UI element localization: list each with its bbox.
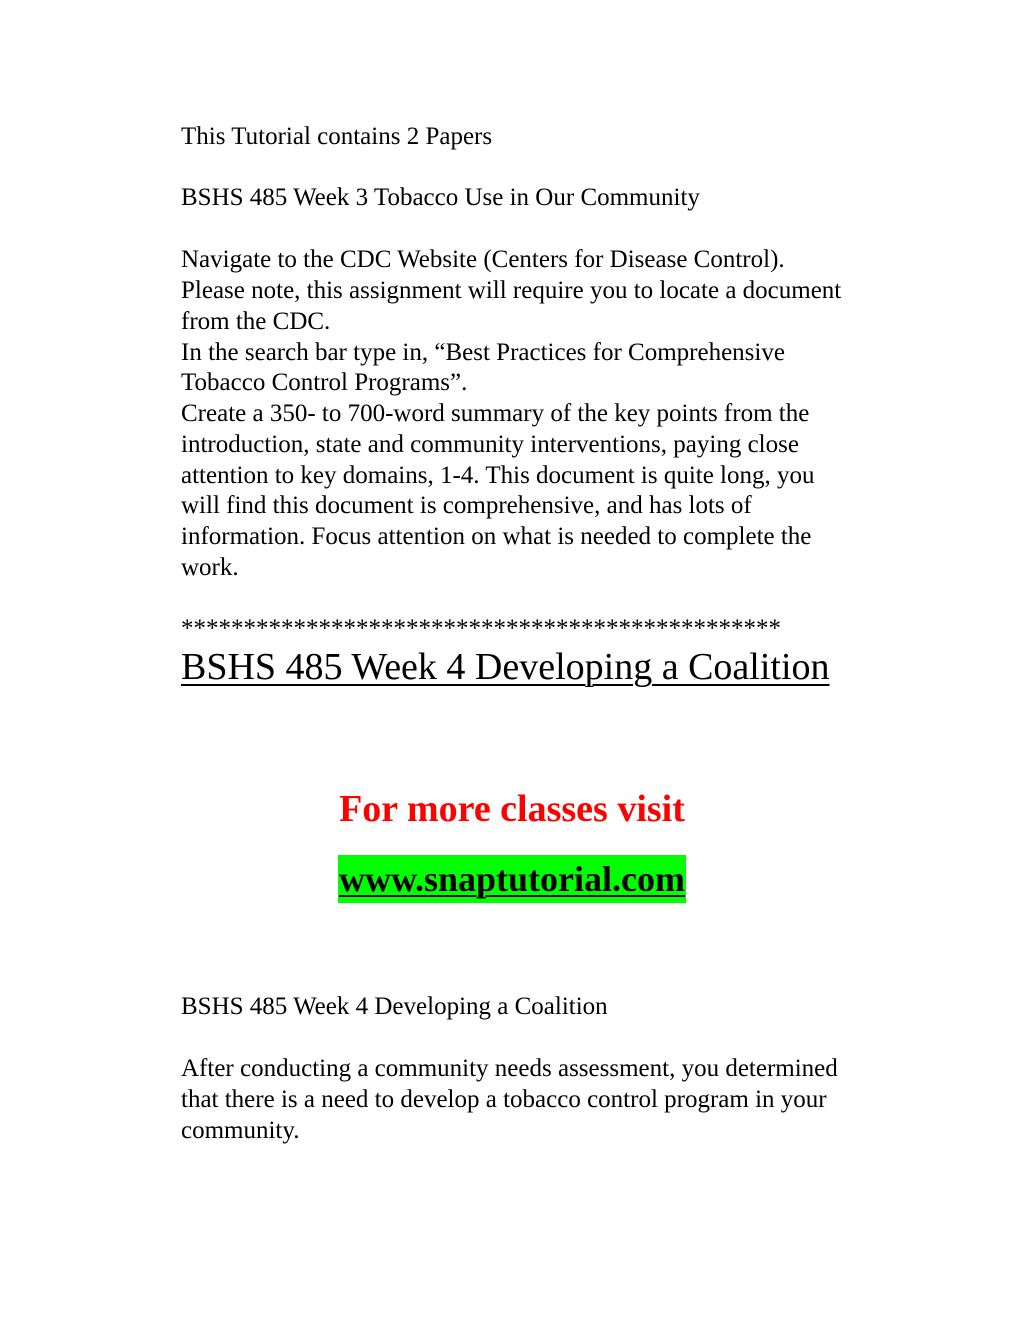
paper1-line: information. Focus attention on what is needed to complete the <box>181 523 812 550</box>
paper1-line: work. <box>181 554 239 581</box>
paper1-line: Navigate to the CDC Website (Centers for Disease Control). <box>181 246 785 273</box>
paper2-line: community. <box>181 1117 300 1144</box>
paper2-heading: BSHS 485 Week 4 Developing a Coalition <box>181 646 830 688</box>
paper1-line: Tobacco Control Programs”. <box>181 369 468 396</box>
paper1-title: BSHS 485 Week 3 Tobacco Use in Our Community <box>181 184 700 211</box>
paper1-line: Create a 350- to 700-word summary of the key points from the <box>181 400 810 427</box>
asterisk-separator: ************************************************ <box>181 615 781 642</box>
promo-url-container <box>0 855 1024 903</box>
paper1-line: attention to key domains, 1-4. This document is quite long, you <box>181 462 815 489</box>
paper1-line: from the CDC. <box>181 308 331 335</box>
paper2-line: After conducting a community needs assessment, you determined <box>181 1055 838 1082</box>
tutorial-contains-text: This Tutorial contains 2 Papers <box>181 123 493 150</box>
paper2-line: that there is a need to develop a tobacco control program in your <box>181 1086 827 1113</box>
promo-url-link[interactable]: www.snaptutorial.com <box>338 855 686 903</box>
paper1-line: will find this document is comprehensive, and has lots of <box>181 492 752 519</box>
paper2-title: BSHS 485 Week 4 Developing a Coalition <box>181 993 608 1020</box>
promo-visit-text: For more classes visit <box>339 788 685 830</box>
paper1-line: In the search bar type in, “Best Practices for Comprehensive <box>181 339 785 366</box>
paper1-line: Please note, this assignment will require you to locate a document <box>181 277 842 304</box>
paper1-line: introduction, state and community interventions, paying close <box>181 431 799 458</box>
